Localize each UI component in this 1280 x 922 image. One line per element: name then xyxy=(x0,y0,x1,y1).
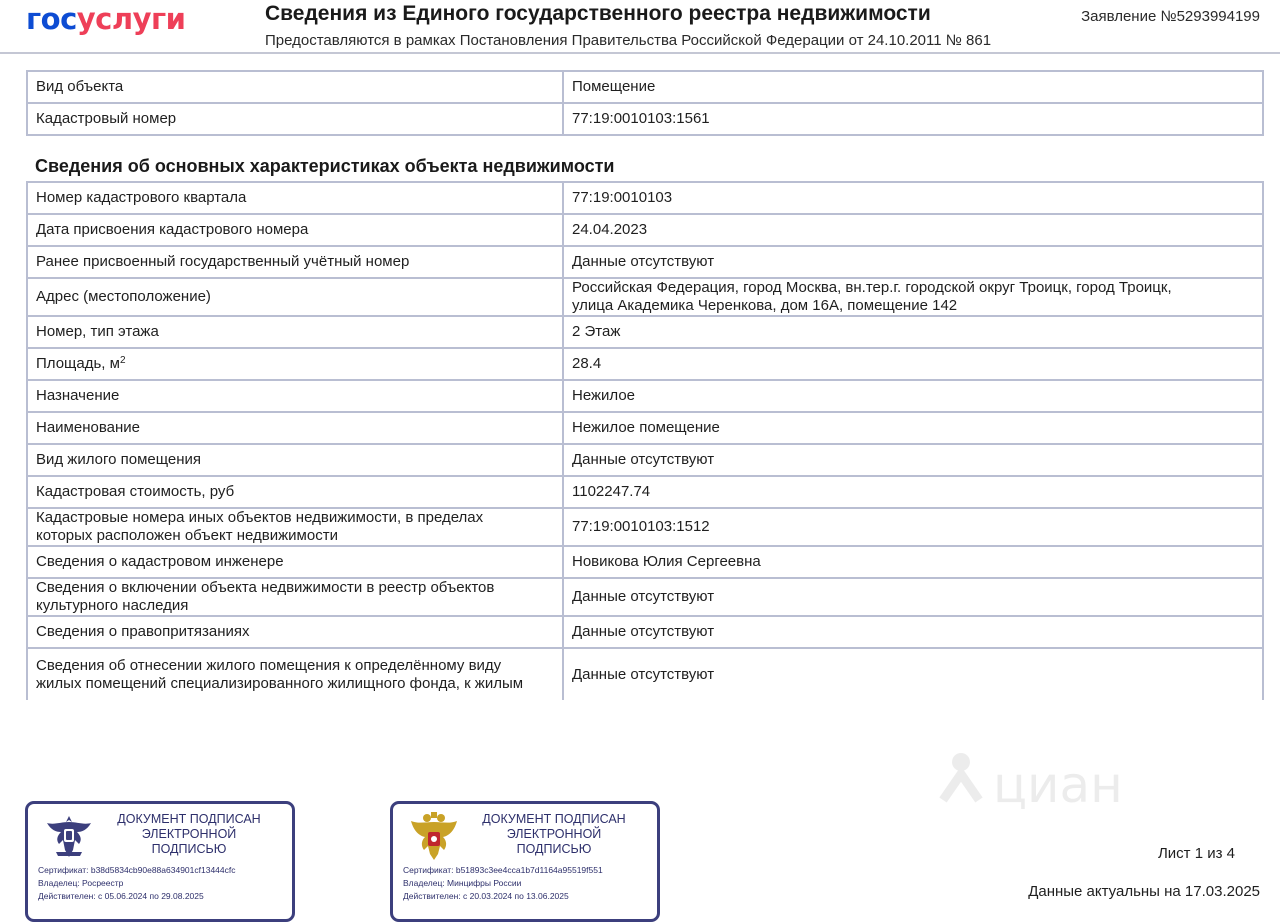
data-actual-date: Данные актуальны на 17.03.2025 xyxy=(1028,883,1260,900)
logo-part-gos: гос xyxy=(26,2,77,36)
row-value: Помещение xyxy=(563,71,1263,103)
object-table xyxy=(26,70,1264,136)
row-label: Сведения о кадастровом инженере xyxy=(27,546,563,578)
section-title: Сведения об основных характеристиках объекта недвижимости xyxy=(35,156,615,176)
row-label: Адрес (местоположение) xyxy=(27,278,563,316)
label-line: которых расположен объект недвижимости xyxy=(36,527,338,544)
stamp-heading xyxy=(100,812,278,857)
label-line: жилых помещений специализированного жилищного фонда, к жилым xyxy=(36,674,524,692)
label-line: культурного наследия xyxy=(36,597,189,614)
sheet-number: Лист 1 из 4 xyxy=(1157,845,1235,862)
table-row xyxy=(27,380,1263,412)
stamp-heading-line: ПОДПИСЬЮ xyxy=(151,842,227,856)
logo-part-uslugi: услуги xyxy=(76,2,186,36)
area-label-superscript: 2 xyxy=(119,355,126,366)
characteristics-table xyxy=(26,181,1264,700)
table-row xyxy=(27,476,1263,508)
stamp-validity: Действителен: с 20.03.2024 по 13.06.2025 xyxy=(403,891,569,901)
row-label xyxy=(27,578,563,616)
label-line: Сведения о включении объекта недвижимости в реестр объектов xyxy=(36,579,495,596)
coat-of-arms-icon xyxy=(407,810,461,862)
table-row xyxy=(27,616,1263,648)
area-label: Площадь, м xyxy=(36,355,120,372)
table-row xyxy=(27,546,1263,578)
row-label: Сведения о правопритязаниях xyxy=(27,616,563,648)
row-label: Номер, тип этажа xyxy=(27,316,563,348)
row-value: Данные отсутствуют xyxy=(563,444,1263,476)
rosreestr-emblem-icon xyxy=(42,810,96,862)
row-label xyxy=(27,648,563,700)
row-value: 1102247.74 xyxy=(563,476,1263,508)
row-value: Данные отсутствуют xyxy=(563,246,1263,278)
row-value xyxy=(563,278,1263,316)
row-label: Назначение xyxy=(27,380,563,412)
document-header xyxy=(0,0,1280,56)
stamp-heading-line: ПОДПИСЬЮ xyxy=(516,842,592,856)
gosuslugi-logo[interactable] xyxy=(26,2,185,36)
cian-watermark xyxy=(935,740,1145,820)
address-line: улица Академика Черенкова, дом 16А, помещение 142 xyxy=(572,297,958,314)
stamp-heading-line: ЭЛЕКТРОННОЙ xyxy=(506,827,602,841)
row-value: Нежилое xyxy=(563,380,1263,412)
stamp-owner: Владелец: Росреестр xyxy=(38,878,124,888)
row-label xyxy=(27,348,563,380)
stamp-owner: Владелец: Минцифры России xyxy=(403,878,522,888)
table-row xyxy=(27,316,1263,348)
stamp-validity: Действителен: с 05.06.2024 по 29.08.2025 xyxy=(38,891,204,901)
row-label: Номер кадастрового квартала xyxy=(27,182,563,214)
row-label: Кадастровый номер xyxy=(27,103,563,135)
row-value: Данные отсутствуют xyxy=(563,616,1263,648)
row-label: Вид жилого помещения xyxy=(27,444,563,476)
table-row xyxy=(27,578,1263,616)
row-label: Дата присвоения кадастрового номера xyxy=(27,214,563,246)
signature-stamp-mintsifry xyxy=(390,801,660,922)
stamp-details xyxy=(403,864,603,903)
label-line: Сведения об отнесении жилого помещения к определённому виду xyxy=(36,656,502,674)
table-row xyxy=(27,182,1263,214)
row-label xyxy=(27,508,563,546)
row-label: Наименование xyxy=(27,412,563,444)
table-row xyxy=(27,71,1263,103)
table-row xyxy=(27,648,1263,700)
row-label: Вид объекта xyxy=(27,71,563,103)
table-row xyxy=(27,444,1263,476)
stamp-heading-line: ДОКУМЕНТ ПОДПИСАН xyxy=(482,812,626,826)
document-title: Сведения из Единого государственного реестра недвижимости xyxy=(265,2,931,25)
row-value: 77:19:0010103:1512 xyxy=(563,508,1263,546)
header-divider xyxy=(0,52,1280,54)
stamp-certificate: Сертификат: b51893c3ee4cca1b7d1164a95519f551 xyxy=(403,865,603,875)
stamp-details xyxy=(38,864,235,903)
row-value: Нежилое помещение xyxy=(563,412,1263,444)
signature-stamp-rosreestr xyxy=(25,801,295,922)
svg-text:циан: циан xyxy=(993,756,1123,814)
stamp-certificate: Сертификат: b38d5834cb90e88a634901cf13444cfc xyxy=(38,865,236,875)
row-value: 77:19:0010103:1561 xyxy=(563,103,1263,135)
address-line: Российская Федерация, город Москва, вн.тер.г. городской округ Троицк, город Троицк, xyxy=(572,279,1172,296)
application-number: Заявление №5293994199 xyxy=(1081,8,1260,25)
row-value: Данные отсутствуют xyxy=(563,648,1263,700)
stamp-heading xyxy=(465,812,643,857)
table-row xyxy=(27,412,1263,444)
table-row xyxy=(27,348,1263,380)
row-value: Данные отсутствуют xyxy=(563,578,1263,616)
stamp-heading-line: ДОКУМЕНТ ПОДПИСАН xyxy=(117,812,261,826)
row-label: Кадастровая стоимость, руб xyxy=(27,476,563,508)
table-row xyxy=(27,246,1263,278)
table-row xyxy=(27,103,1263,135)
table-row xyxy=(27,278,1263,316)
row-value: 28.4 xyxy=(563,348,1263,380)
table-row xyxy=(27,508,1263,546)
row-value: Новикова Юлия Сергеевна xyxy=(563,546,1263,578)
row-value: 77:19:0010103 xyxy=(563,182,1263,214)
table-row xyxy=(27,214,1263,246)
document-subtitle: Предоставляются в рамках Постановления Правительства Российской Федерации от 24.10.2011 № 861 xyxy=(265,32,992,49)
stamp-heading-line: ЭЛЕКТРОННОЙ xyxy=(141,827,237,841)
label-line: Кадастровые номера иных объектов недвижимости, в пределах xyxy=(36,509,484,526)
row-value: 2 Этаж xyxy=(563,316,1263,348)
row-value: 24.04.2023 xyxy=(563,214,1263,246)
row-label: Ранее присвоенный государственный учётный номер xyxy=(27,246,563,278)
